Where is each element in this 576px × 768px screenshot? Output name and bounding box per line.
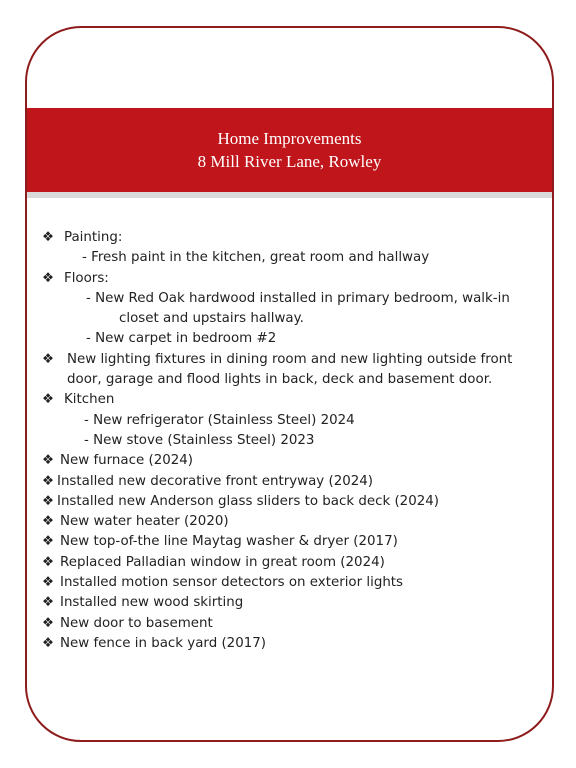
sub-item: - New stove (Stainless Steel) 2023 (84, 432, 315, 448)
list-item-label: New water heater (2020) (60, 514, 229, 530)
bullet-icon: ❖ (42, 392, 55, 408)
bullet-icon: ❖ (42, 230, 55, 245)
bullet-icon: ❖ (42, 473, 55, 489)
list-item-label: Kitchen (64, 392, 115, 408)
list-item-label: New door to basement (60, 615, 213, 631)
list-item-painting (42, 228, 542, 248)
bullet-icon: ❖ (42, 575, 55, 591)
list-item (42, 512, 542, 532)
bullet-icon: ❖ (42, 534, 55, 550)
list-item (42, 593, 542, 613)
list-item-label: Painting: (64, 230, 123, 245)
list-item (42, 573, 542, 593)
sub-item: - New carpet in bedroom #2 (86, 331, 277, 347)
list-item-floors (42, 269, 542, 289)
list-item-label: Floors: (64, 270, 109, 286)
list-item (42, 532, 542, 552)
list-item (42, 451, 542, 471)
list-item-label: New fence in back yard (2017) (60, 635, 266, 651)
sub-item: - New refrigerator (Stainless Steel) 2024 (84, 412, 355, 428)
bullet-icon: ❖ (42, 493, 55, 509)
header-title: Home Improvements (217, 129, 362, 148)
bullet-icon: ❖ (42, 453, 55, 469)
bullet-icon: ❖ (42, 615, 55, 631)
list-item (42, 614, 542, 634)
improvements-list (42, 228, 542, 654)
sub-item: - New Red Oak hardwood installed in primary bedroom, walk-in (86, 290, 510, 306)
sub-item-continuation: closet and upstairs hallway. (119, 311, 304, 327)
list-item (42, 553, 542, 573)
list-item-kitchen (42, 390, 542, 410)
header-banner (27, 108, 552, 198)
list-item-label: New top-of-the line Maytag washer & dryer (2017) (60, 534, 398, 550)
bullet-icon: ❖ (42, 514, 55, 530)
header-address: 8 Mill River Lane, Rowley (197, 152, 382, 171)
list-item-continuation: door, garage and flood lights in back, deck and basement door. (67, 372, 493, 388)
bullet-icon: ❖ (42, 635, 55, 651)
bullet-icon: ❖ (42, 270, 55, 286)
bullet-icon: ❖ (42, 595, 55, 611)
list-item-label: New furnace (2024) (60, 453, 194, 469)
list-item-label: Installed new wood skirting (60, 595, 244, 611)
list-item-label: Replaced Palladian window in great room (2024) (60, 554, 385, 570)
list-item-label: New lighting fixtures in dining room and new lighting outside front (67, 351, 513, 367)
list-item-lighting (42, 350, 542, 370)
list-item-label: Installed new decorative front entryway (2024) (57, 473, 374, 489)
list-item (42, 472, 542, 492)
list-item-label: Installed motion sensor detectors on exterior lights (60, 575, 404, 591)
sub-item: - Fresh paint in the kitchen, great room and hallway (82, 250, 430, 266)
list-item-label: Installed new Anderson glass sliders to back deck (2024) (57, 493, 439, 509)
bullet-icon: ❖ (42, 351, 55, 367)
bullet-icon: ❖ (42, 554, 55, 570)
list-item (42, 492, 542, 512)
list-item (42, 634, 542, 654)
